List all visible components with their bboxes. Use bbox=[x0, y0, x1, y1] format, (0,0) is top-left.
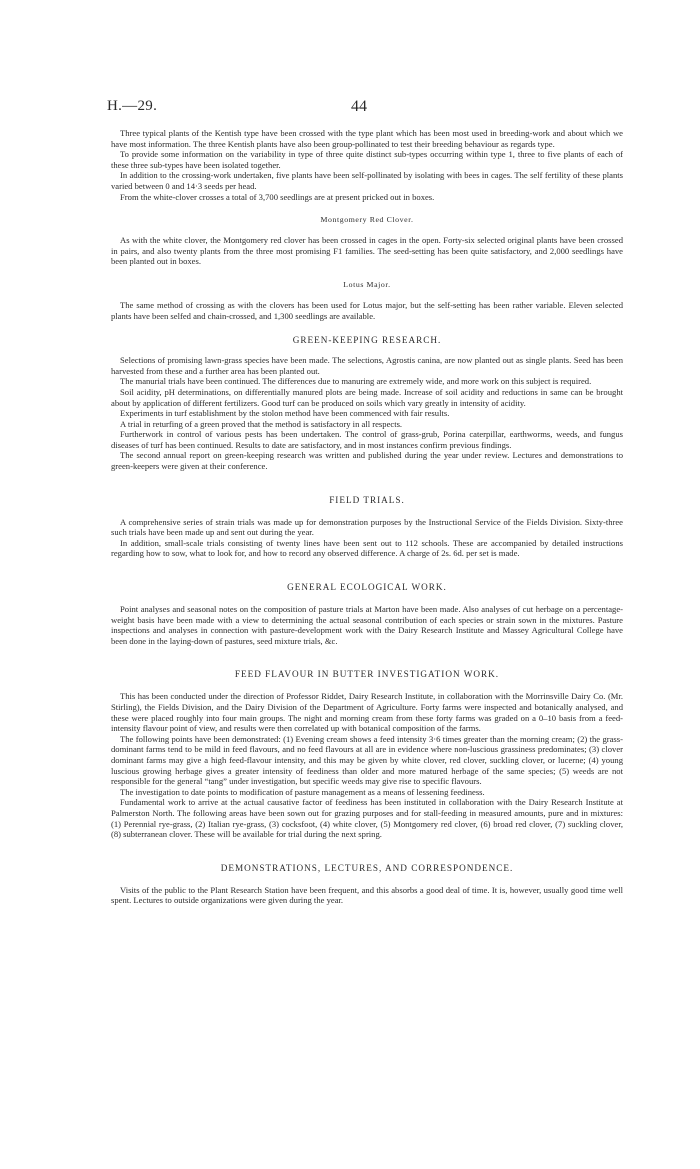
section-heading-feed-flavour: FEED FLAVOUR IN BUTTER INVESTIGATION WORK. bbox=[234, 669, 500, 680]
kentish-section bbox=[111, 128, 623, 202]
page-body bbox=[111, 128, 623, 906]
paragraph: Furtherwork in control of various pests has been undertaken. The control of grass-grub, Porina caterpillar, earthworms, weeds, and fungus diseases of turf has been continued. Results to date are satisfactory, and in most instances confirm previous findings. bbox=[111, 429, 623, 450]
section-heading-demonstrations: DEMONSTRATIONS, LECTURES, AND CORRESPONDENCE. bbox=[220, 862, 514, 873]
paragraph: A comprehensive series of strain trials was made up for demonstration purposes by the Instructional Service of the Fields Division. Sixty-three such trials have been made up and sent out during the year. bbox=[111, 516, 623, 538]
paragraph: A trial in returfing of a green proved that the method is satisfactory in all respects. bbox=[120, 418, 403, 429]
paragraph: Point analyses and seasonal notes on the composition of pasture trials at Marton have been made. Also analyses of cut herbage on a percentage-weight basis have been made with a view to determining the actual seasonal contribution of each species or strain sown in the mixtures. Pasture inspections and analyses in connection with pasture-development work with the Dairy Research Institute and Massey Agricultural College have been done in the laying-down of pastures, seed mixture trials, &c. bbox=[111, 604, 623, 646]
paragraph: From the white-clover crosses a total of 3,700 seedlings are at present pricked out in boxes. bbox=[120, 191, 435, 202]
paragraph: To provide some information on the variability in type of three quite distinct sub-types occurring within type 1, three to five plants of each of these three sub-types have been isolated together. bbox=[111, 149, 623, 170]
paragraph: As with the white clover, the Montgomery red clover has been crossed in cages in the open. Forty-six selected original plants have been crossed in pairs, and also twenty plants from the three most promising F1 families. The seed-setting has been quite satisfactory, and 2,000 seedlings have been planted out in boxes. bbox=[111, 235, 623, 267]
paragraph: In addition to the crossing-work undertaken, five plants have been self-pollinated by isolating with bees in cages. The self fertility of these plants varied between 0 and 14·3 seeds per head. bbox=[111, 170, 623, 191]
section-heading-field-trials: FIELD TRIALS. bbox=[329, 494, 405, 505]
paragraph: The same method of crossing as with the clovers has been used for Lotus major, but the self-setting has been rather variable. Eleven selected plants have been selfed and chain-crossed, and 1,300 seedlings are available. bbox=[111, 299, 623, 321]
section-heading-ecological: GENERAL ECOLOGICAL WORK. bbox=[287, 582, 447, 593]
paragraph: In addition, small-scale trials consisting of twenty lines have been sent out to 112 schools. These are accompanied by detailed instructions regarding how to sow, what to look for, and how to record any observed difference. A charge of 2s. 6d. per set is made. bbox=[111, 537, 623, 559]
paragraph: Selections of promising lawn-grass species have been made. The selections, Agrostis canina, are now planted out as single plants. Seed has been harvested from these and a further area has been planted out. bbox=[111, 355, 623, 376]
paragraph: Three typical plants of the Kentish type have been crossed with the type plant which has been most used in breeding-work and about which we have most information. The three Kentish plants have also been group-pollinated to test their breeding behaviour as regards type. bbox=[111, 128, 623, 149]
paragraph: The following points have been demonstrated: (1) Evening cream shows a feed intensity 3·6 times greater than the morning cream; (2) the grass-dominant farms tend to be mild in feed flavours, and no feed flavours at all are in evidence where non-luscious grassiness predominates; (3) clover dominant farms may give a high feed-flavour intensity, and this may be given by white clover, red clover, suckling clover, or lucerne; (4) young luscious growing herbage gives a greater intensity of feediness than older and more matured herbage of the same species; (5) weeds are not responsible for the general “tang” under investigation, but specific weeds may give rise to specific flavours. bbox=[111, 733, 623, 787]
page-header bbox=[107, 98, 627, 118]
page-number: 44 bbox=[351, 98, 367, 115]
section-heading-lotus: Lotus Major. bbox=[343, 279, 391, 289]
section-heading-montgomery: Montgomery Red Clover. bbox=[320, 215, 414, 225]
paragraph: Visits of the public to the Plant Research Station have been frequent, and this absorbs a good deal of time. It is, however, usually good time well spent. Lectures to outside organizations were given during the year. bbox=[111, 884, 623, 906]
paragraph: The investigation to date points to modification of pasture management as a means of lessening feediness. bbox=[120, 786, 485, 797]
paragraph: Experiments in turf establishment by the stolon method have been commenced with fair results. bbox=[120, 408, 450, 419]
paragraph: The manurial trials have been continued. The differences due to manuring are extremely wide, and more work on this subject is required. bbox=[120, 376, 592, 387]
parliamentary-reference: H.—29. bbox=[107, 98, 158, 114]
section-heading-green-keeping: GREEN-KEEPING RESEARCH. bbox=[292, 335, 442, 346]
paragraph: This has been conducted under the direction of Professor Riddet, Dairy Research Institute, in collaboration with the Morrinsville Dairy Co. (Mr. Stirling), the Fields Division, and the Dairy Division of the Department of Agriculture. Forty farms were inspected and botanically analysed, and these were placed roughly into four main groups. The night and morning cream from these forty farms was graded on a 0–10 basis from a feed-intensity flavour point of view, and results were then correlated up with botanical composition of the farms. bbox=[111, 691, 623, 734]
paragraph: Fundamental work to arrive at the actual causative factor of feediness has been instituted in collaboration with the Dairy Research Institute at Palmerston North. The following areas have been sown out for grazing purposes and for stall-feeding in measured amounts, pure and in mixtures: (1) Perennial rye-grass, (2) Italian rye-grass, (3) cocksfoot, (4) white clover, (5) Montgomery red clover, (6) broad red clover, (7) suckling clover, (8) subterranean clover. These will be available for trial during the next spring. bbox=[111, 797, 623, 840]
paragraph: The second annual report on green-keeping research was written and published during the year under review. Lectures and demonstrations to green-keepers were given at their conference. bbox=[111, 450, 623, 472]
paragraph: Soil acidity, pH determinations, on differentially manured plots are being made. Increase of soil acidity and reductions in same can be brought about by application of different fertilizers. Good turf can be produced on soils which vary greatly in intensity of acidity. bbox=[111, 386, 623, 408]
